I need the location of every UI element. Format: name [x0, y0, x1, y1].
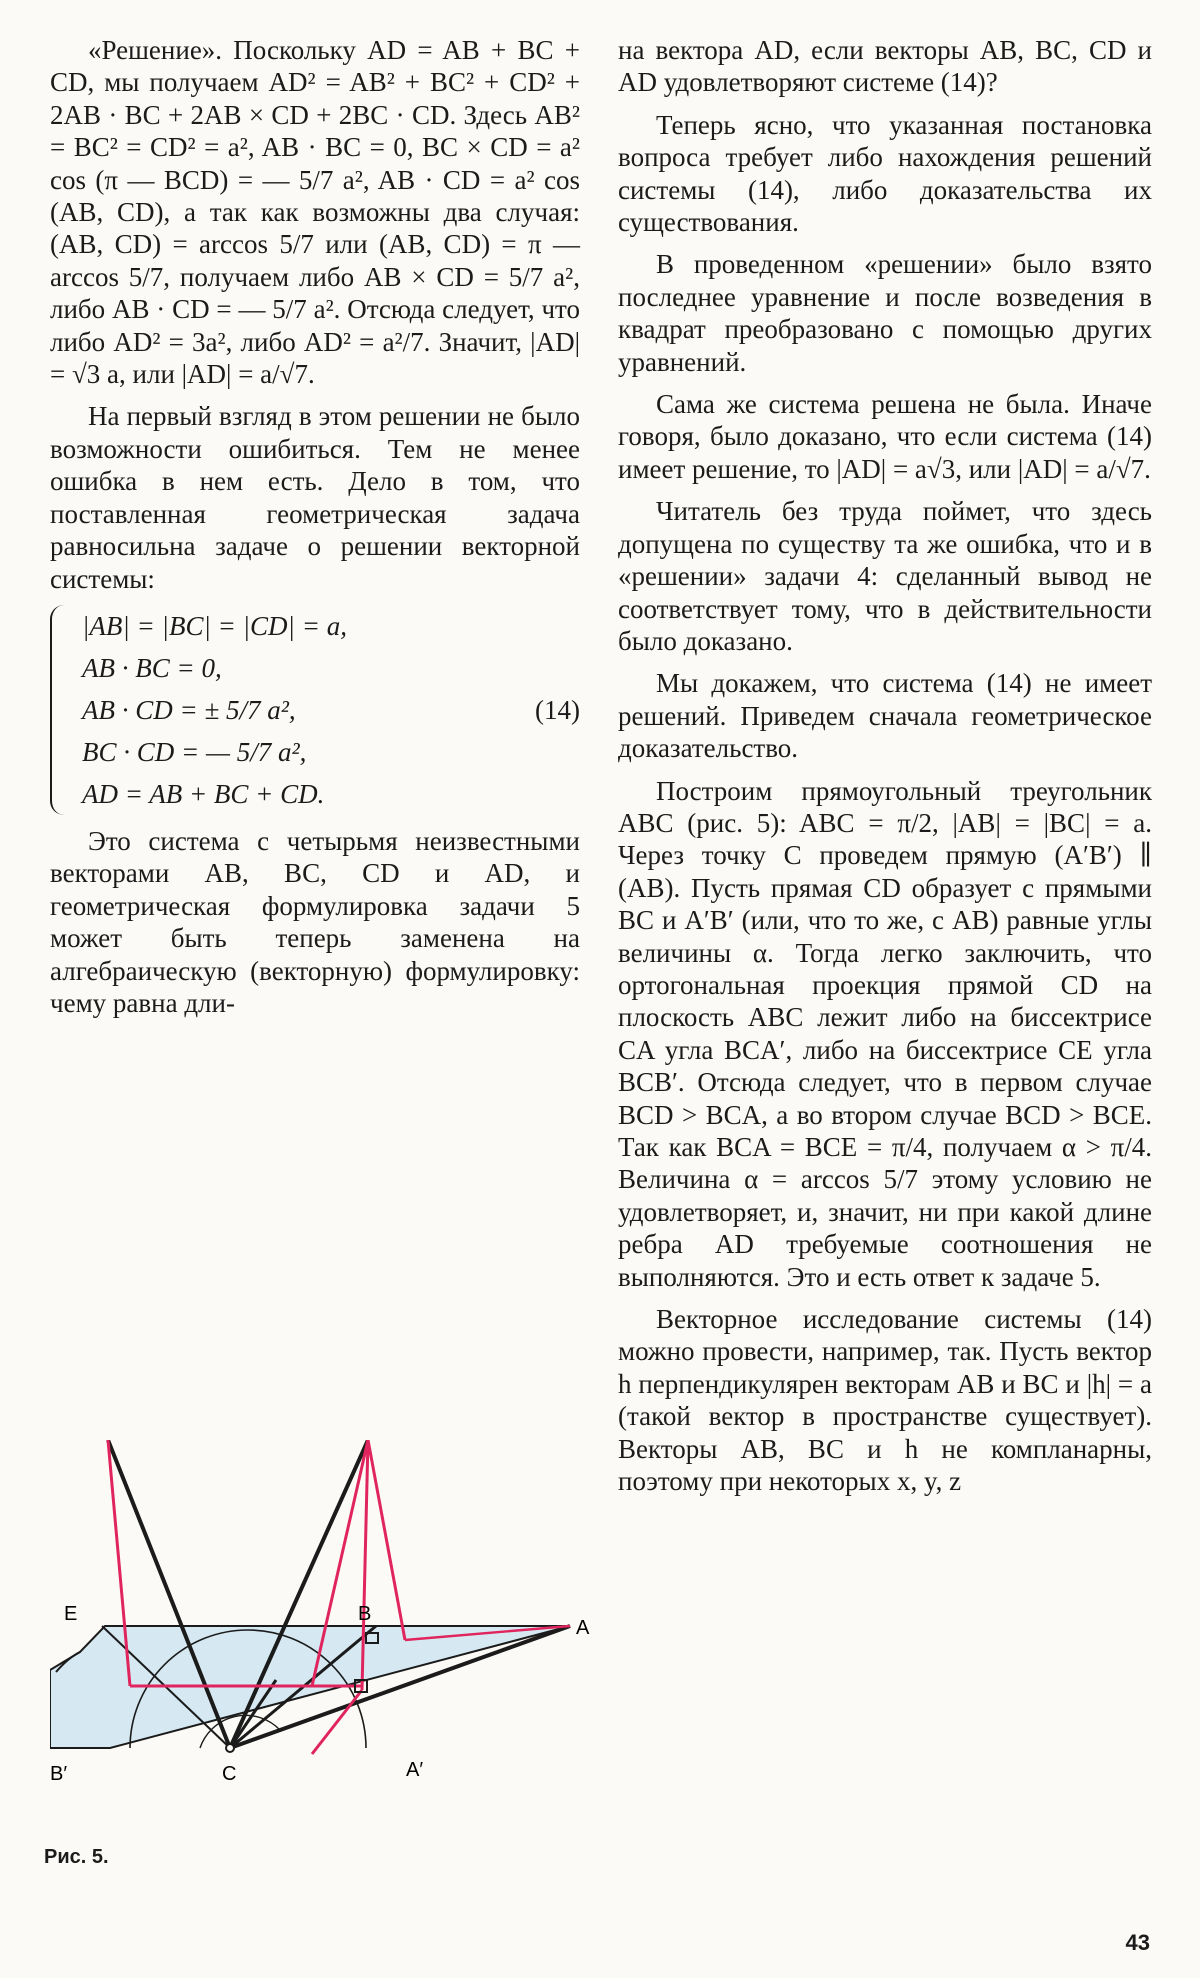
- paragraph-clear-now: Теперь ясно, что указанная постановка вопроса требует либо нахождения решений системы (14), либо доказательства их существования.: [618, 109, 1152, 238]
- system-line: BC · CD = — 5/7 a²,: [82, 736, 307, 767]
- label-b: B: [358, 1603, 372, 1625]
- label-a-prime: A′: [406, 1759, 424, 1781]
- right-column: [618, 34, 1152, 1507]
- paragraph-system-description: Это система с четырьмя неизвестными векторами AB, BC, CD и AD, и геометрическая формулировка задачи 5 может быть теперь заменена на алгебраическую (векторную) формулировку: чему равна дли-: [50, 825, 580, 1018]
- label-e: E: [64, 1603, 78, 1625]
- system-line: AB · BC = 0,: [82, 652, 222, 683]
- paragraph-construction: Построим прямоугольный треугольник ABC (рис. 5): ABC = π/2, |AB| = |BC| = a. Через точку C проведем прямую (A′B′) ∥ (AB). Пусть прямая CD образует с прямыми BC и A′B′ (или, что то же, с AB) равные углы величины α. Тогда легко заключить, что ортогональная проекция прямой CD на плоскость ABC лежит либо на биссектрисе CA угла BCA′, либо на биссектрисе CE угла BCB′. Отсюда следует, что в первом случае BCD > BCA, а во втором случае BCD > BCE. Так как BCA = BCE = π/4, получаем α > π/4. Величина α = arccos 5/7 этому условию не удовлетворяет, и, значит, ни при какой длине ребра AD требуемые соотношения не выполняются. Это и есть ответ к задаче 5.: [618, 775, 1152, 1292]
- figure-caption: Рис. 5.: [44, 1846, 109, 1868]
- label-c: C: [222, 1763, 237, 1785]
- label-a: A: [576, 1617, 590, 1639]
- system-line: AD = AB + BC + CD.: [82, 778, 325, 809]
- page-number: 43: [1125, 1930, 1150, 1955]
- paragraph-system-not-solved: Сама же система решена не была. Иначе говоря, было доказано, что если система (14) имеет решение, то |AD| = a√3, или |AD| = a/√7.: [618, 389, 1152, 484]
- paragraph-reader: Читатель без труда поймет, что здесь допущена по существу та же ошибка, что и в «решении» задачи 4: сделанный вывод не соответствует тому, что в действительности было доказано.: [618, 496, 1152, 656]
- system-number: (14): [535, 694, 580, 725]
- system-line: |AB| = |BC| = |CD| = a,: [82, 610, 347, 641]
- point-c: [226, 1744, 234, 1752]
- system-line: AB · CD = ± 5/7 a²,: [82, 694, 296, 725]
- paragraph-in-solution: В проведенном «решении» было взято последнее уравнение и после возведения в квадрат преобразовано с помощью других уравнений.: [618, 249, 1152, 377]
- paragraph-vector-study: Векторное исследование системы (14) можно провести, например, так. Пусть вектор h перпендикулярен векторам AB и BC и |h| = a (такой вектор в пространстве существует). Векторы AB, BC и h не компланарны, поэтому при некоторых x, y, z: [618, 1304, 1152, 1497]
- left-column: [50, 34, 580, 1029]
- paragraph-continuation: на вектора AD, если векторы AB, BC, CD и AD удовлетворяют системе (14)?: [618, 35, 1152, 98]
- projection-diagonal: [312, 1690, 362, 1754]
- projection-slant: [368, 1440, 405, 1640]
- paragraph-analysis: На первый взгляд в этом решении не было возможности ошибиться. Тем не менее ошибка в нем есть. Дело в том, что поставленная геометрическая задача равносильна задаче о решении векторной системы:: [50, 401, 580, 594]
- figure-5: [50, 1440, 610, 1850]
- label-b-prime: B′: [50, 1763, 68, 1785]
- line-up-right: [230, 1440, 368, 1748]
- system-lines: [82, 605, 520, 815]
- system-brace: [50, 605, 74, 815]
- vector-system: [50, 605, 580, 815]
- paragraph-solution: «Решение». Поскольку AD = AB + BC + CD, мы получаем AD² = AB² + BC² + CD² + 2AB · BC + 2AB × CD + 2BC · CD. Здесь AB² = BC² = CD² = a², AB · BC = 0, BC × CD = a² cos (π — BCD) = — 5/7 a², AB · CD = a² cos (AB, CD), а так как возможны два случая: (AB, CD) = arccos 5/7 или (AB, CD) = π — arccos 5/7, получаем либо AB × CD = 5/7 a², либо AB · CD = — 5/7 a². Отсюда следует, что либо AD² = 3a², либо AD² = a²/7. Значит, |AD| = √3 a, или |AD| = a/√7.: [50, 35, 580, 390]
- paragraph-we-prove: Мы докажем, что система (14) не имеет решений. Приведем сначала геометрическое доказательство.: [618, 668, 1152, 764]
